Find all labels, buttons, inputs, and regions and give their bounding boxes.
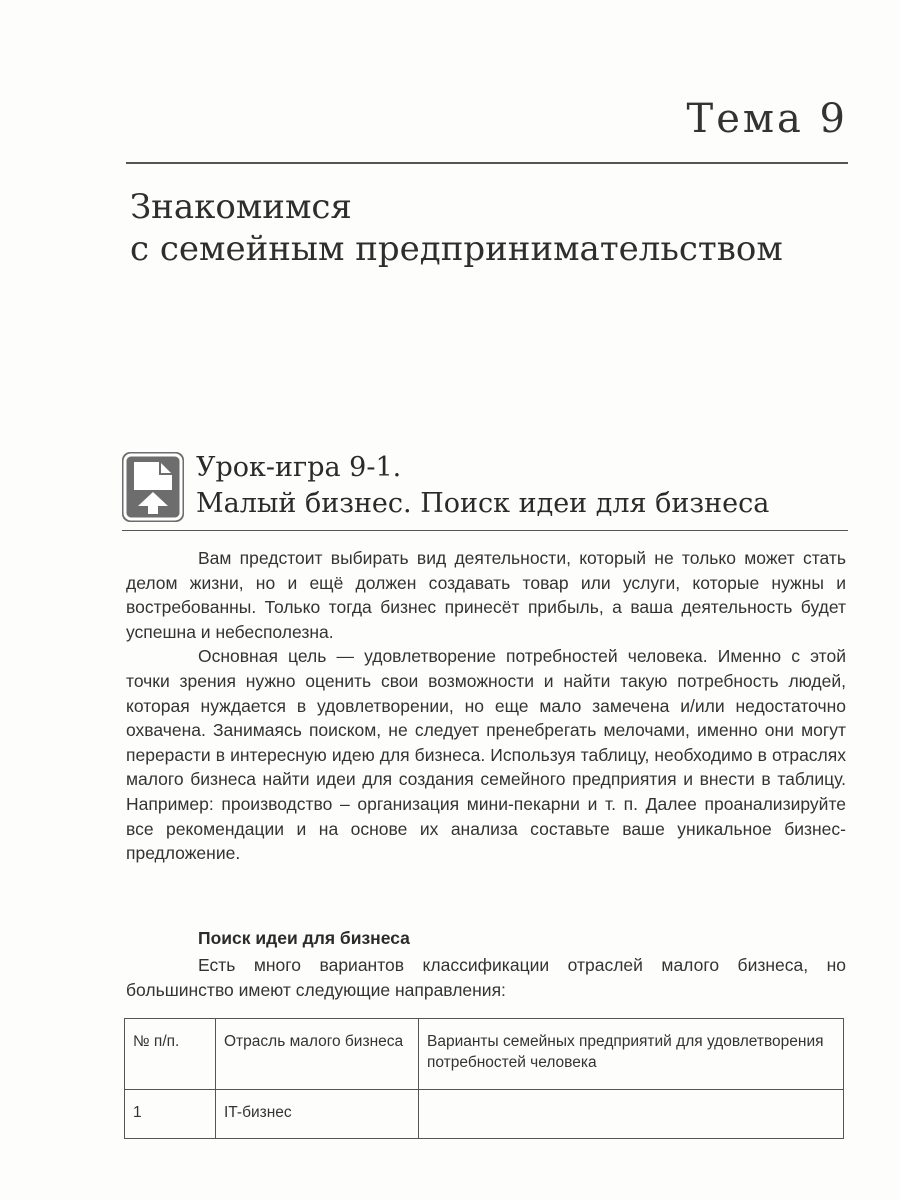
table-header-number: № п/п. (125, 1019, 216, 1090)
table-cell-variants[interactable] (419, 1090, 844, 1139)
section-heading: Поиск идеи для бизнеса (198, 928, 410, 948)
lesson-rule (122, 530, 848, 531)
chapter-title-line-2: с семейным предпринимательством (130, 229, 783, 269)
section-intro-text: Есть много вариантов классификации отраслей малого бизнеса, но большинство имеют следующие направления: (126, 955, 846, 1000)
table-header-variants: Варианты семейных предприятий для удовлетворения потребностей человека (419, 1019, 844, 1090)
body-text (126, 546, 846, 866)
lesson-title (196, 450, 769, 522)
header-rule (126, 162, 848, 164)
table-row (125, 1090, 844, 1139)
body-paragraph-1: Вам предстоит выбирать вид деятельности, который не только может стать делом жизни, но и ещё должен создавать товар или услуги, которые нужны и востребованны. Только тогда бизнес принесёт прибыль, а ваша деятельность будет успешна и небесполезна. (126, 548, 846, 642)
chapter-title (130, 186, 783, 270)
table-cell-number: 1 (125, 1090, 216, 1139)
table-header-row (125, 1019, 844, 1090)
body-paragraph-2: Основная цель — удовлетворение потребностей человека. Именно с этой точки зрения нужно оценить свои возможности и найти такую потребность людей, которая нуждается в удовлетворении, но еще мало замечена и/или недостаточно охвачена. Занимаясь поиском, не следует пренебрегать мелочами, именно они могут перерасти в интересную идею для бизнеса. Используя таблицу, необходимо в отраслях малого бизнеса найти идеи для создания семейного предприятия и внести в таблицу. Например: производство – организация мини-пекарни и т. п. Далее проанализируйте все рекомендации и на основе их анализа составьте ваше уникальное бизнес-предложение. (126, 646, 846, 864)
lesson-title-line-1: Урок-игра 9-1. (196, 452, 402, 483)
topic-title: Тема 9 (686, 96, 848, 142)
chapter-title-line-1: Знакомимся (130, 187, 352, 227)
business-ideas-table (124, 1018, 844, 1139)
section-intro (126, 953, 846, 1002)
table-cell-industry: IT-бизнес (216, 1090, 419, 1139)
lesson-title-line-2: Малый бизнес. Поиск идеи для бизнеса (196, 488, 770, 519)
table-header-industry: Отрасль малого бизнеса (216, 1019, 419, 1090)
lesson-game-icon (122, 452, 184, 522)
